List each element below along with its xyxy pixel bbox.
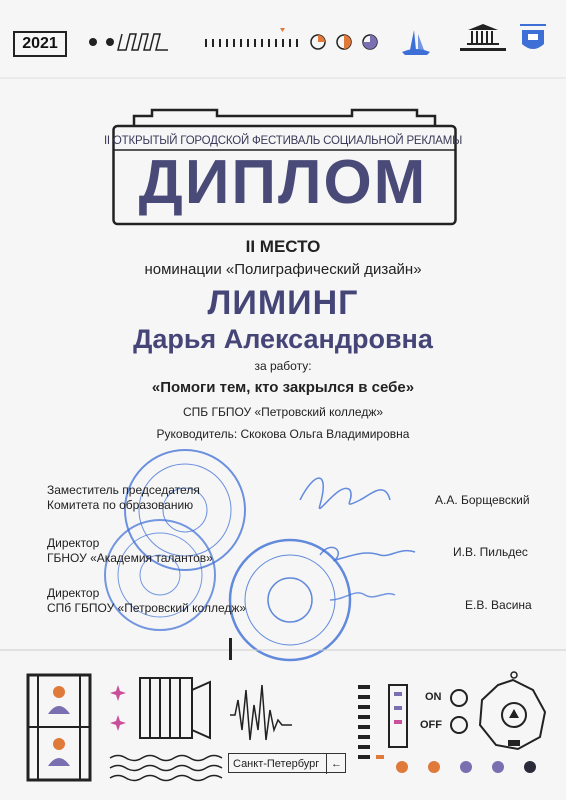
off-label: OFF (420, 719, 442, 731)
film-strip-icon (28, 675, 90, 780)
signatory-2-name: И.В. Пильдес (453, 545, 528, 559)
signatory-1-role: Заместитель председателя Комитета по образованию (47, 483, 200, 512)
header-decorations (0, 0, 566, 100)
logo-ship-icon (402, 30, 430, 55)
festival-name: II ОТКРЫТЫЙ ГОРОДСКОЙ ФЕСТИВАЛЬ СОЦИАЛЬНОЙ РЕКЛАМЫ (103, 135, 463, 147)
supervisor: Руководитель: Скокова Ольга Владимировна (156, 427, 410, 441)
logo-college-icon (520, 24, 546, 49)
diploma-title: ДИПЛОМ (138, 148, 428, 217)
soundwave-icon (230, 685, 292, 740)
nomination: номинации «Полиграфический дизайн» (144, 261, 422, 278)
on-toggle-icon (451, 690, 467, 706)
arrow-left-icon: ← (326, 754, 342, 774)
signatory-1-name: А.А. Борщевский (435, 493, 530, 507)
city-label: Санкт-Петербург ← (228, 753, 346, 773)
person-icon (48, 686, 70, 714)
signatory-3-role: Директор СПб ГБПОУ «Петровский колледж» (47, 586, 247, 615)
pie-icons (311, 35, 377, 49)
signatory-3-name: Е.В. Васина (465, 598, 532, 612)
logo-academy-icon (460, 24, 506, 51)
for-work-label: за работу: (254, 359, 312, 373)
recipient-surname: ЛИМИНГ (207, 284, 359, 322)
person-icon (48, 738, 70, 766)
recipient-name: Дарья Александровна (133, 324, 433, 354)
footer-decorations (0, 630, 566, 800)
year-box: 2021 (13, 31, 67, 57)
work-title: «Помоги тем, кто закрылся в себе» (151, 379, 415, 396)
knob-icons (396, 761, 536, 773)
signature-3 (330, 593, 395, 600)
on-label: ON (425, 691, 442, 703)
sparkle-icons (110, 685, 126, 731)
camera-icon (140, 678, 210, 738)
signature-1 (300, 478, 390, 508)
wave-lines (110, 756, 222, 781)
signatory-2-role: Директор ГБНОУ «Академия талантов» (47, 536, 213, 565)
level-bars (358, 685, 370, 759)
shutter-dial-icon (480, 672, 545, 749)
college-name: СПБ ГБПОУ «Петровский колледж» (182, 405, 384, 419)
place: II МЕСТО (245, 237, 321, 256)
off-toggle-icon (451, 717, 467, 733)
slider-panel (389, 685, 407, 747)
